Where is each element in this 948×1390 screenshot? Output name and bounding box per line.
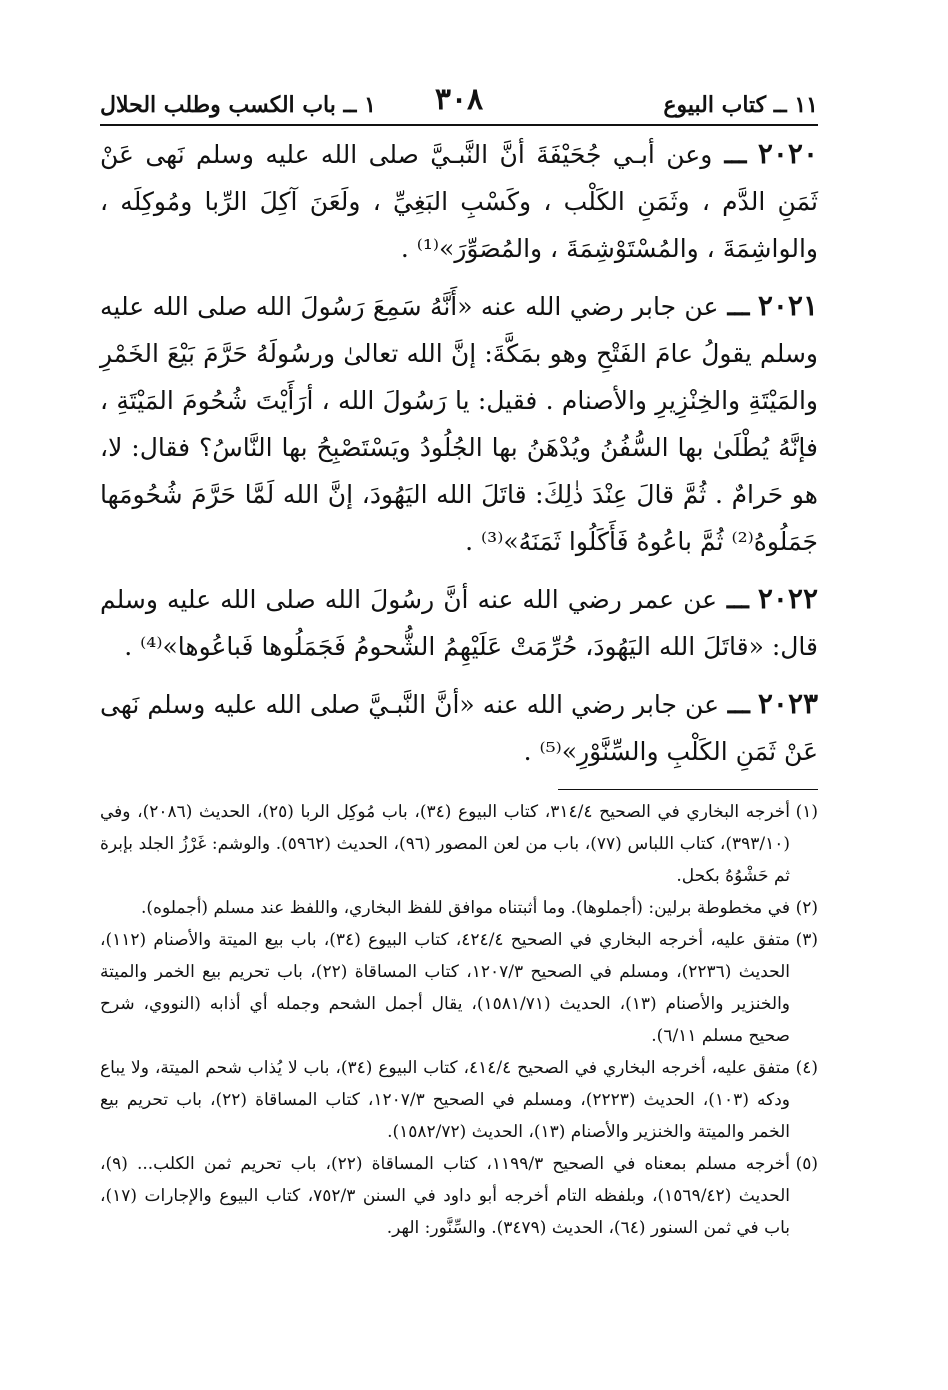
footnote-number: (٢) <box>795 898 818 918</box>
hadith-number: ٢٠٢٣ <box>757 687 819 720</box>
page-number: ٣٠٨ <box>434 82 484 117</box>
footnote <box>100 1148 818 1244</box>
hadith-entry <box>100 130 818 272</box>
chapter-title: ١١ ــ كتاب البيوع <box>663 92 818 118</box>
hadith-entry <box>100 680 818 775</box>
footnote <box>100 1052 818 1148</box>
hadith-number: ٢٠٢١ <box>757 289 818 322</box>
footnote-number: (١) <box>795 802 818 822</box>
hadith-text: وعن أبـي جُحَيْفَةَ أنَّ النَّبـيَّ صلى الله عليه وسلم نَهى عَنْ ثَمَنِ الدَّم ، وثَمَنِ الكَلْب ، وكَسْبِ البَغِيِّ ، ولَعَنَ آكِلَ الرِّبا ومُوكِلَه ، والواشِمَةَ ، والمُسْتَوْشِمَةَ ، والمُصَوِّرَ»⁽¹⁾ . <box>100 140 818 263</box>
footnote-number: (٥) <box>795 1154 818 1174</box>
footnote-text: في مخطوطة برلين: (أجملوها). وما أثبتناه موافق للفظ البخاري، واللفظ عند مسلم (أجملوه). <box>141 898 790 918</box>
hadith-list <box>100 130 818 775</box>
hadith-dash: ـــ <box>719 690 750 719</box>
hadith-number: ٢٠٢٠ <box>757 137 818 170</box>
hadith-entry <box>100 282 818 565</box>
hadith-dash: ـــ <box>718 292 750 321</box>
footnote <box>100 924 818 1052</box>
footnote-list <box>100 796 818 1244</box>
hadith-dash: ـــ <box>717 585 749 614</box>
hadith-entry <box>100 575 818 670</box>
book-page <box>100 78 818 1244</box>
footnote-text: متفق عليه، أخرجه البخاري في الصحيح ٤٢٤/٤، كتاب البيوع (٣٤)، باب بيع الميتة والأصنام (١١٢)، الحديث (٢٢٣٦)، ومسلم في الصحيح ١٢٠٧/٣، كتاب المساقاة (٢٢)، باب تحريم بيع الخمر والميتة والخنزير والأصنام (١٣)، الحديث (١٥٨١/٧١)، يقال أجمل الشحم وجمله أي أذابه (النووي، شرح صحيح مسلم ٦/١١). <box>100 930 791 1046</box>
footnote-number: (٣) <box>795 930 818 950</box>
footnote-number: (٤) <box>795 1058 818 1078</box>
footnote-text: أخرجه مسلم بمعناه في الصحيح ١١٩٩/٣، كتاب المساقاة (٢٢)، باب تحريم ثمن الكلب... (٩)، الحديث (١٥٦٩/٤٢)، وبلفظه التام أخرجه أبو داود في السنن ٧٥٢/٣، كتاب البيوع والإجارات (١٧)، باب في ثمن السنور (٦٤)، الحديث (٣٤٧٩). والسِّنَّور: الهر. <box>100 1154 791 1238</box>
hadith-dash: ـــ <box>712 140 747 169</box>
hadith-number: ٢٠٢٢ <box>757 582 818 615</box>
hadith-text: عن عمر رضي الله عنه أنَّ رسُولَ الله صلى الله عليه وسلم قال: «قاتَلَ الله اليَهُودَ، حُرِّمَتْ عَلَيْهِمُ الشُّحومُ فَجَمَلُوها فَباعُوها»⁽⁴⁾ . <box>100 585 818 661</box>
hadith-text: عن جابر رضي الله عنه «أنَّ النَّبـيَّ صلى الله عليه وسلم نَهى عَنْ ثَمَنِ الكَلْبِ والسِّنَّوْرِ»⁽⁵⁾ . <box>100 690 818 766</box>
hadith-text: عن جابر رضي الله عنه «أَنَّهُ سَمِعَ رَسُولَ الله صلى الله عليه وسلم يقولُ عامَ الفَتْحِ وهو بمَكَّةَ: إنَّ الله تعالىٰ ورسُولَهُ حَرَّمَ بَيْعَ الخَمْرِ والمَيْتَةِ والخِنْزِيرِ والأصنام . فقيل: يا رَسُولَ الله ، أرَأَيْتَ شُحُومَ المَيْتَةِ ، فإنَّهُ يُطْلَىٰ بها السُّفُنُ ويُدْهَنُ بها الجُلُودُ ويَسْتَصْبِحُ بها النَّاسُ؟ فقال: لا، هو حَرامٌ . ثُمَّ قالَ عِنْدَ ذٰلِكَ: قاتَلَ الله اليَهُودَ، إنَّ الله لَمَّا حَرَّمَ شُحُومَها جَمَلُوهُ⁽²⁾ ثُمَّ باعُوهُ فَأَكَلُوا ثَمَنَهُ»⁽³⁾ . <box>100 292 818 556</box>
footnote <box>100 796 818 892</box>
footnote-text: متفق عليه، أخرجه البخاري في الصحيح ٤١٤/٤، كتاب البيوع (٣٤)، باب لا يُذاب شحم الميتة، ولا يباع ودكه (١٠٣)، الحديث (٢٢٢٣)، ومسلم في الصحيح ١٢٠٧/٣، كتاب المساقاة (٢٢)، باب تحريم بيع الخمر والميتة والخنزير والأصنام (١٣)، الحديث (١٥٨٢/٧٢). <box>100 1058 790 1142</box>
page-header <box>100 78 818 126</box>
section-title: ١ ــ باب الكسب وطلب الحلال <box>100 92 376 118</box>
footnote-text: أخرجه البخاري في الصحيح ٣١٤/٤، كتاب البيوع (٣٤)، باب مُوكِل الربا (٢٥)، الحديث (٢٠٨٦)، وفي (٣٩٣/١٠)، كتاب اللباس (٧٧)، باب من لعن المصور (٩٦)، الحديث (٥٩٦٢). والوشم: غَرْزُ الجلد بإبرة ثم حَشْوُهُ بكحل. <box>100 802 790 886</box>
footnote <box>100 892 818 924</box>
footnote-divider <box>558 789 818 790</box>
